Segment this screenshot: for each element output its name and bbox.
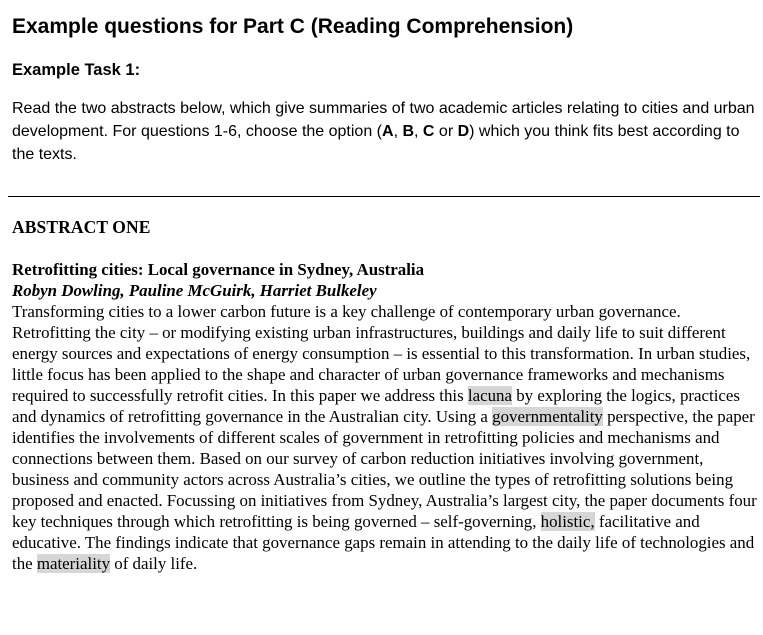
article-authors: Robyn Dowling, Pauline McGuirk, Harriet Bulkeley — [12, 281, 377, 300]
option-c: C — [422, 123, 435, 140]
article-body — [12, 301, 762, 574]
instructions-separator-1: , — [393, 123, 403, 140]
highlighted-word-materiality: materiality — [36, 554, 111, 573]
instructions-outro: ) which you think fits best according to the texts. — [12, 123, 740, 163]
option-a: A — [382, 123, 394, 140]
instructions-intro: Read the two abstracts below, which give summaries of two academic articles relating to cities and urban development. For questions 1-6, choose the option ( — [12, 100, 755, 140]
abstract-article — [12, 259, 762, 574]
body-text-1: Transforming cities to a lower carbon future is a key challenge of contemporary urban governance. Retrofitting the city – or modifying existing urban infrastructures, buildings and daily life to suit different energy sources and expectations of energy consumption – is essential to this transformation. In urban studies, little focus has been applied to the shape and character of urban governance frameworks and mechanisms required to successfully retrofit cities. In this paper we address this — [12, 302, 751, 405]
instructions-separator-3: or — [434, 123, 458, 140]
body-text-3: perspective, the paper identifies the involvements of different scales of government in retrofitting policies and mechanisms and connections between them. Based on our survey of carbon reduction initiatives involving government, business and community actors across Australia’s cities, we outline the types of retrofitting solutions being proposed and enacted. Focussing on initiatives from Sydney, Australia’s largest city, the paper documents four key techniques through which retrofitting is being governed – self-governing, — [12, 407, 757, 531]
instructions-separator-2: , — [414, 123, 423, 140]
abstract-heading: ABSTRACT ONE — [12, 217, 151, 237]
article-title: Retrofitting cities: Local governance in Sydney, Australia — [12, 260, 425, 279]
page-title: Example questions for Part C (Reading Comprehension) — [12, 15, 574, 38]
option-d: D — [457, 123, 470, 140]
option-b: B — [402, 123, 415, 140]
highlighted-word-lacuna: lacuna — [467, 386, 512, 405]
highlighted-word-governmentality: governmentality — [492, 407, 603, 426]
highlighted-word-holistic: holistic, — [540, 512, 595, 531]
task-label: Example Task 1: — [12, 61, 141, 79]
body-text-4: facilitative and educative. The findings indicate that governance gaps remain in attending to the daily life of technologies and the — [12, 512, 755, 573]
section-divider — [8, 196, 760, 197]
body-text-5: of daily life. — [110, 554, 198, 573]
instructions-paragraph — [12, 97, 757, 166]
body-text-2: by exploring the logics, practices and dynamics of retrofitting governance in the Australian city. Using a — [12, 386, 740, 426]
